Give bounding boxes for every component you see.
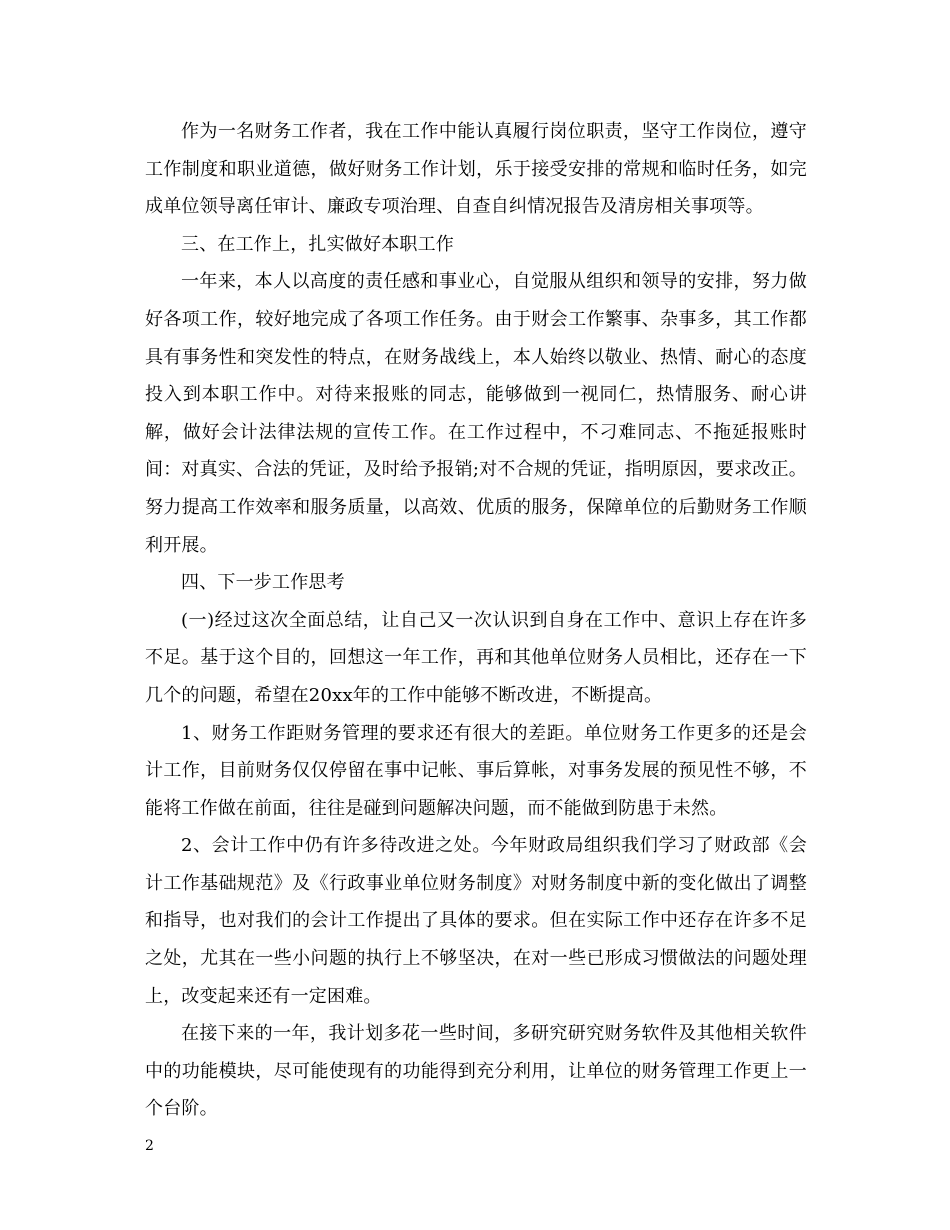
page-number: 2 xyxy=(145,1138,154,1154)
paragraph-issue-two: 2、会计工作中仍有许多待改进之处。今年财政局组织我们学习了财政部《会计工作基础规范》及《行政事业单位财务制度》对财务制度中新的变化做出了调整和指导，也对我们的会计工作提出了具体的要求。但在实际工作中还存在许多不足之处，尤其在一些小问题的执行上不够坚决，在对一些已形成习惯做法的问题处理上，改变起来还有一定困难。 xyxy=(145,835,807,1007)
paragraph-work-review: 一年来，本人以高度的责任感和事业心，自觉服从组织和领导的安排，努力做好各项工作，较好地完成了各项工作任务。由于财会工作繁事、杂事多，其工作都具有事务性和突发性的特点，在财务战线上，本人始终以敬业、热情、耐心的态度投入到本职工作中。对待来报账的同志，能够做到一视同仁，热情服务、耐心讲解，做好会计法律法规的宣传工作。在工作过程中，不刁难同志、不拖延报账时间：对真实、合法的凭证，及时给予报销;对不合规的凭证，指明原因，要求改正。努力提高工作效率和服务质量，以高效、优质的服务，保障单位的后勤财务工作顺利开展。 xyxy=(145,271,807,556)
paragraph-reflection-intro: (一)经过这次全面总结，让自己又一次认识到自身在工作中、意识上存在许多不足。基于这个目的，回想这一年工作，再和其他单位财务人员相比，还存在一下几个的问题，希望在20xx年的工作中能够不断改进，不断提高。 xyxy=(145,609,807,706)
paragraph-duty-statement: 作为一名财务工作者，我在工作中能认真履行岗位职责，坚守工作岗位，遵守工作制度和职业道德，做好财务工作计划，乐于接受安排的常规和临时任务，如完成单位领导离任审计、廉政专项治理、自查自纠情况报告及清房相关事项等。 xyxy=(145,121,807,218)
paragraph-next-year-plan: 在接下来的一年，我计划多花一些时间，多研究研究财务软件及其他相关软件中的功能模块，尽可能使现有的功能得到充分利用，让单位的财务管理工作更上一个台阶。 xyxy=(145,1023,807,1120)
section-heading-four: 四、下一步工作思考 xyxy=(181,572,345,594)
paragraph-issue-one: 1、财务工作距财务管理的要求还有很大的差距。单位财务工作更多的还是会计工作，目前财务仅仅停留在事中记帐、事后算帐，对事务发展的预见性不够，不能将工作做在前面，往往是碰到问题解决问题，而不能做到防患于未然。 xyxy=(145,722,807,819)
document-body xyxy=(145,113,807,1128)
section-heading-three: 三、在工作上，扎实做好本职工作 xyxy=(181,233,454,255)
